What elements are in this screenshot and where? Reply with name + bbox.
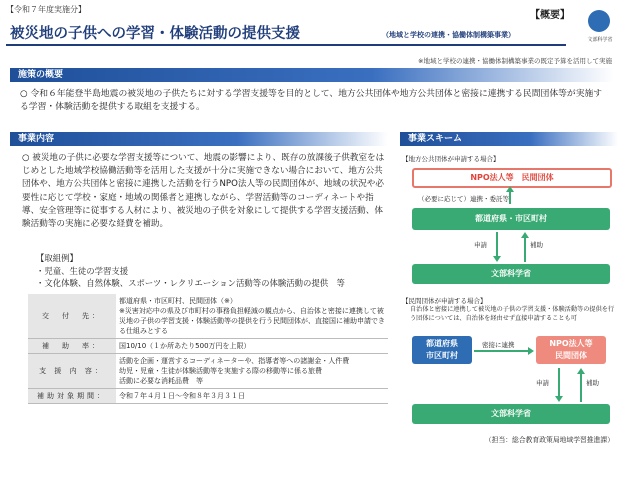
- grant2-label: 補助: [586, 379, 599, 387]
- overview-body: 令和６年能登半島地震の被災地の子供たちに対する学習支援等を目的として、地方公共団体や地方公共団体と密接に連携する民間団体等が実施する学習・体験活動を提供する取組を支援する。: [20, 89, 603, 112]
- info-table: [28, 294, 388, 404]
- scheme-section-heading: 事業スキーム: [400, 132, 618, 146]
- title-rule: [6, 44, 566, 46]
- apply2-arrowhead-down-icon: [555, 396, 563, 402]
- overview-bullet: ○: [20, 89, 28, 99]
- fiscal-year-tag: 【令和７年度実施分】: [6, 5, 86, 14]
- grant-label: 補助: [530, 241, 543, 249]
- budget-note: ※地域と学校の連携・協働体制構築事業の既定予算を活用して実施: [418, 57, 612, 65]
- close-coop-label: 密接に連携: [482, 341, 515, 349]
- subsidy-key: 補 助 率：: [28, 339, 116, 354]
- city-label: 市区町村: [426, 351, 458, 360]
- period-key: 補助対象期間：: [28, 389, 116, 404]
- support-key: 支 援 内 容：: [28, 354, 116, 389]
- recipient-key: 交 付 先：: [28, 294, 116, 339]
- page-subtitle: （地域と学校の連携・協働体制構築事業）: [382, 31, 515, 39]
- table-row: [28, 294, 388, 339]
- coop-arrowhead-right-icon: [528, 347, 534, 355]
- overview-text: [20, 88, 610, 114]
- ministry-emblem-icon: [588, 10, 610, 32]
- npo2-line1: NPO法人等: [549, 339, 593, 348]
- table-row: [28, 339, 388, 354]
- recipient-note: ※災害対応中の県及び市町村の事務負担軽減の観点から、自治体と密接に連携して被災地の子供の学習支援・体験活動等の提供を行う民間団体が、直接国に補助申請できる仕組みとする: [119, 307, 385, 335]
- case2-label: 【民間団体が申請する場合】: [402, 297, 487, 305]
- overview-tag: 【概要】: [530, 10, 570, 21]
- pref-city-box: 都道府県・市区町村: [412, 208, 610, 230]
- content-bullet: ○: [22, 153, 30, 163]
- apply2-label: 申請: [536, 379, 549, 387]
- apply-arrowhead-down-icon: [493, 256, 501, 262]
- support-value: [116, 354, 388, 389]
- apply-arrow: [496, 232, 498, 258]
- npo-box: NPO法人等 民間団体: [412, 168, 612, 188]
- support-line: 活動に必要な消耗品費 等: [119, 377, 203, 385]
- ministry-logo: [578, 8, 622, 52]
- case1-label: 【地方公共団体が申請する場合】: [402, 155, 500, 163]
- charge-note: （担当：総合教育政策局地域学習推進課）: [484, 436, 614, 444]
- npo-salmon-box: [536, 336, 606, 364]
- pref-city-blue-box: [412, 336, 472, 364]
- grant-arrow: [524, 236, 526, 262]
- examples-block: [36, 252, 345, 290]
- mext2-box: 文部科学省: [412, 404, 610, 424]
- grant-arrowhead-up-icon: [521, 232, 529, 238]
- examples-title: 【取組例】: [36, 253, 78, 263]
- recipient-line: 都道府県・市区町村、民間団体（※）: [119, 297, 237, 305]
- page-title: 被災地の子供への学習・体験活動の提供支援: [10, 26, 300, 42]
- coop-arrow: [474, 350, 530, 352]
- apply2-arrow: [558, 368, 560, 398]
- content-text: [22, 152, 390, 231]
- case2-text: 自治体と密接に連携して被災地の子供の学習支援・体験活動等の提供を行う団体については、自治体を経由せず直接申請することも可: [410, 306, 615, 322]
- support-line: 幼児・児童・生徒が体験活動等を実施する際の移動等に係る旅費: [119, 367, 322, 375]
- consign-label: （必要に応じて）連携・委託等: [418, 195, 509, 203]
- grant2-arrow: [580, 372, 582, 402]
- table-row: [28, 389, 388, 404]
- recipient-value: [116, 294, 388, 339]
- consign-arrowhead-up-icon: [506, 186, 514, 192]
- period-value: 令和７年４月１日～令和８年３月３１日: [116, 389, 388, 404]
- table-row: [28, 354, 388, 389]
- example-item: ・文化体験、自然体験、スポーツ・レクリエーション活動等の体験活動の提供 等: [36, 278, 345, 288]
- npo2-line2: 民間団体: [555, 351, 587, 360]
- apply-label: 申請: [474, 241, 487, 249]
- ministry-logo-text: 文部科学省: [587, 37, 613, 43]
- support-line: 活動を企画・運営するコーディネーターや、指導者等への諸謝金・人件費: [119, 357, 350, 365]
- subsidy-value: 国10/10（１か所あたり500万円を上限）: [116, 339, 388, 354]
- pref-label: 都道府県: [426, 339, 458, 348]
- content-section-heading: 事業内容: [10, 132, 388, 146]
- grant2-arrowhead-up-icon: [577, 368, 585, 374]
- overview-section-heading: 施策の概要: [10, 68, 614, 82]
- example-item: ・児童、生徒の学習支援: [36, 265, 129, 276]
- content-body: 被災地の子供に必要な学習支援等について、地震の影響により、既存の放課後子供教室をはじめとした地域学校協働活動等を活用した支援が十分に実施できない場合において、地方公共団体や、地方公共団体と密接に連携した活動を行うNPO法人等の民間団体が、地域の状況や必要性に応じて学校・家庭・地域の関係者と連携しながら、学習活動等のコーディネートや指導、安全管理等に従事する人材により、被災地の子供を対象にして提供する学習支援活動、体験活動等の実施に必要な経費を補助。: [22, 153, 385, 230]
- mext-box: 文部科学省: [412, 264, 610, 284]
